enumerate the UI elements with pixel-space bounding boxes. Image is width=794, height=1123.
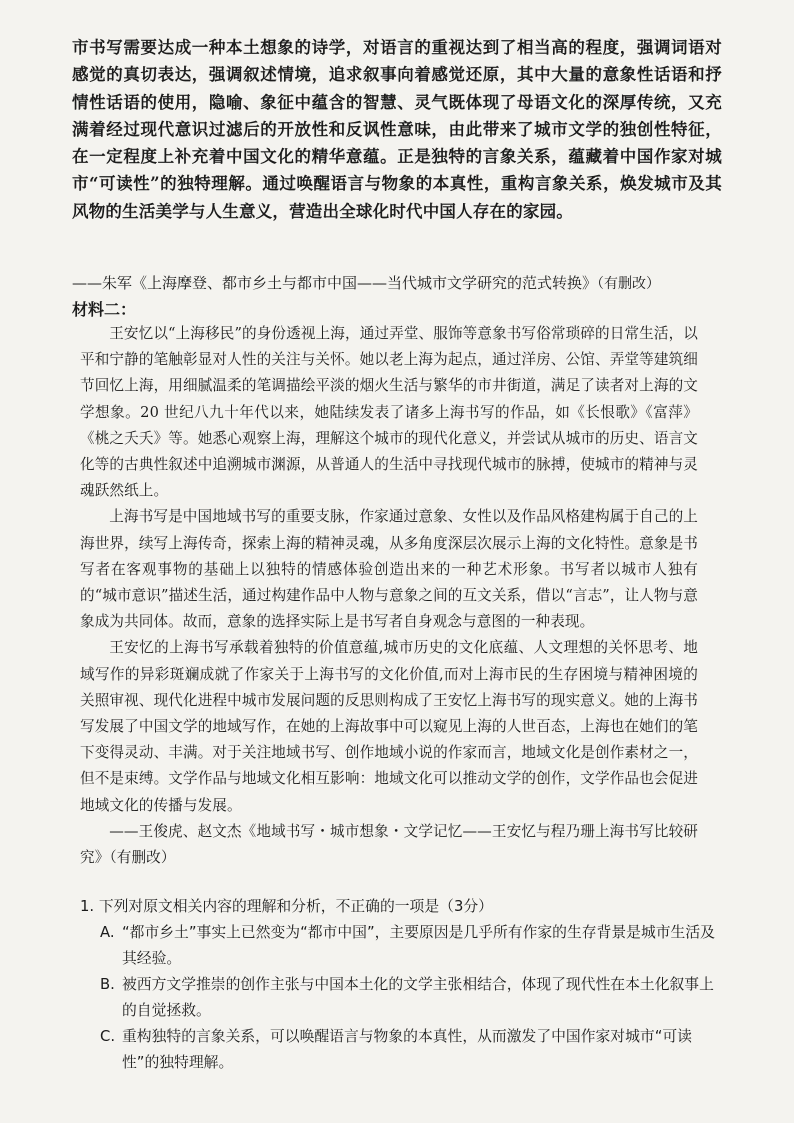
paragraph: 上海书写是中国地域书写的重要支脉，作家通过意象、女性以及作品风格建构属于自己的上海世界，续写上海传奇，探索上海的精神灵魂，从多角度深层次展示上海的文化特性。意象是书写者在客观事物的基础上以独特的情感体验创造出来的一种艺术形象。书写者以城市人独有的“城市意识”描述生活，通过构建作品中人物与意象之间的互文关系，借以“言志”，让人物与意象成为共同体。故而，意象的选择实际上是书写者自身观念与意图的一种表现。: [80, 508, 698, 631]
paragraph: 市书写需要达成一种本土想象的诗学，对语言的重视达到了相当高的程度，强调词语对感觉的真切表达，强调叙述情境，追求叙事向着感觉还原，其中大量的意象性话语和抒情性话语的使用，隐喻、象征中蕴含的智慧、灵气既体现了母语文化的深厚传统，又充满着经过现代意识过滤后的开放性和反讽性意味，由此带来了城市文学的独创性特征，在一定程度上补充着中国文化的精华意蕴。正是独特的言象关系，蕴藏着中国作家对城市“可读性”的独特理解。通过唤醒语言与物象的本真性，重构言象关系，焕发城市及其风物的生活美学与人生意义，营造出全球化时代中国人存在的家园。: [72, 38, 722, 221]
option-label: C.: [100, 1028, 116, 1045]
option-label: B.: [100, 976, 115, 993]
option-text: 重构独特的言象关系，可以唤醒语言与物象的本真性，从而激发了中国作家对城市“可读性”的独特理解。: [122, 1028, 692, 1071]
material1-passage-tail: [72, 34, 722, 225]
option-text: “都市乡土”事实上已然变为“都市中国”，主要原因是几乎所有作家的生存背景是城市生活及其经验。: [122, 924, 715, 967]
material2-passage: [80, 321, 698, 871]
question-1: [80, 894, 720, 1076]
option-a: [80, 920, 720, 972]
option-c: [80, 1024, 720, 1076]
paragraph: 王安忆以“上海移民”的身份透视上海，通过弄堂、服饰等意象书写俗常琐碎的日常生活，以平和宁静的笔触彰显对人性的关注与关怀。她以老上海为起点，通过洋房、公馆、弄堂等建筑细节回忆上海，用细腻温柔的笔调描绘平淡的烟火生活与繁华的市井街道，满足了读者对上海的文学想象。20 世纪八九十年代以来，她陆续发表了诸多上海书写的作品，如《长恨歌》《富萍》《桃之夭夭》等。她悉心观察上海，理解这个城市的现代化意义，并尝试从城市的历史、语言文化等的古典性叙述中追溯城市渊源，从普通人的生活中寻找现代城市的脉搏，使城市的精神与灵魂跃然纸上。: [80, 325, 698, 500]
source-note: （有删改）: [597, 276, 661, 292]
question-stem: 1. 下列对原文相关内容的理解和分析，不正确的一项是（3分）: [80, 898, 493, 915]
material1-source: [72, 271, 732, 296]
material2-source: ——王俊虎、赵文杰《地域书写・城市想象・文学记忆——王安忆与程乃珊上海书写比较研究》（有删改）: [80, 822, 698, 867]
source-citation: ——朱军《上海摩登、都市乡土与都市中国——当代城市文学研究的范式转换》: [72, 274, 598, 292]
material2-heading: 材料二：: [72, 300, 137, 319]
option-text: 被西方文学推崇的创作主张与中国本土化的文学主张相结合，体现了现代性在本土化叙事上的自觉拯救。: [122, 976, 714, 1019]
option-b: [80, 972, 720, 1024]
option-label: A.: [100, 924, 115, 941]
paragraph: 王安忆的上海书写承载着独特的价值意蕴,城市历史的文化底蕴、人文理想的关怀思考、地域写作的异彩斑斓成就了作家关于上海书写的文化价值,而对上海市民的生存困境与精神困境的关照审视、现代化进程中城市发展问题的反思则构成了王安忆上海书写的现实意义。她的上海书写发展了中国文学的地域写作，在她的上海故事中可以窥见上海的人世百态，上海也在她们的笔下变得灵动、丰满。对于关注地域书写、创作地域小说的作家而言，地域文化是创作素材之一，但不是束缚。文学作品与地域文化相互影响：地域文化可以推动文学的创作，文学作品也会促进地域文化的传播与发展。: [80, 639, 698, 814]
